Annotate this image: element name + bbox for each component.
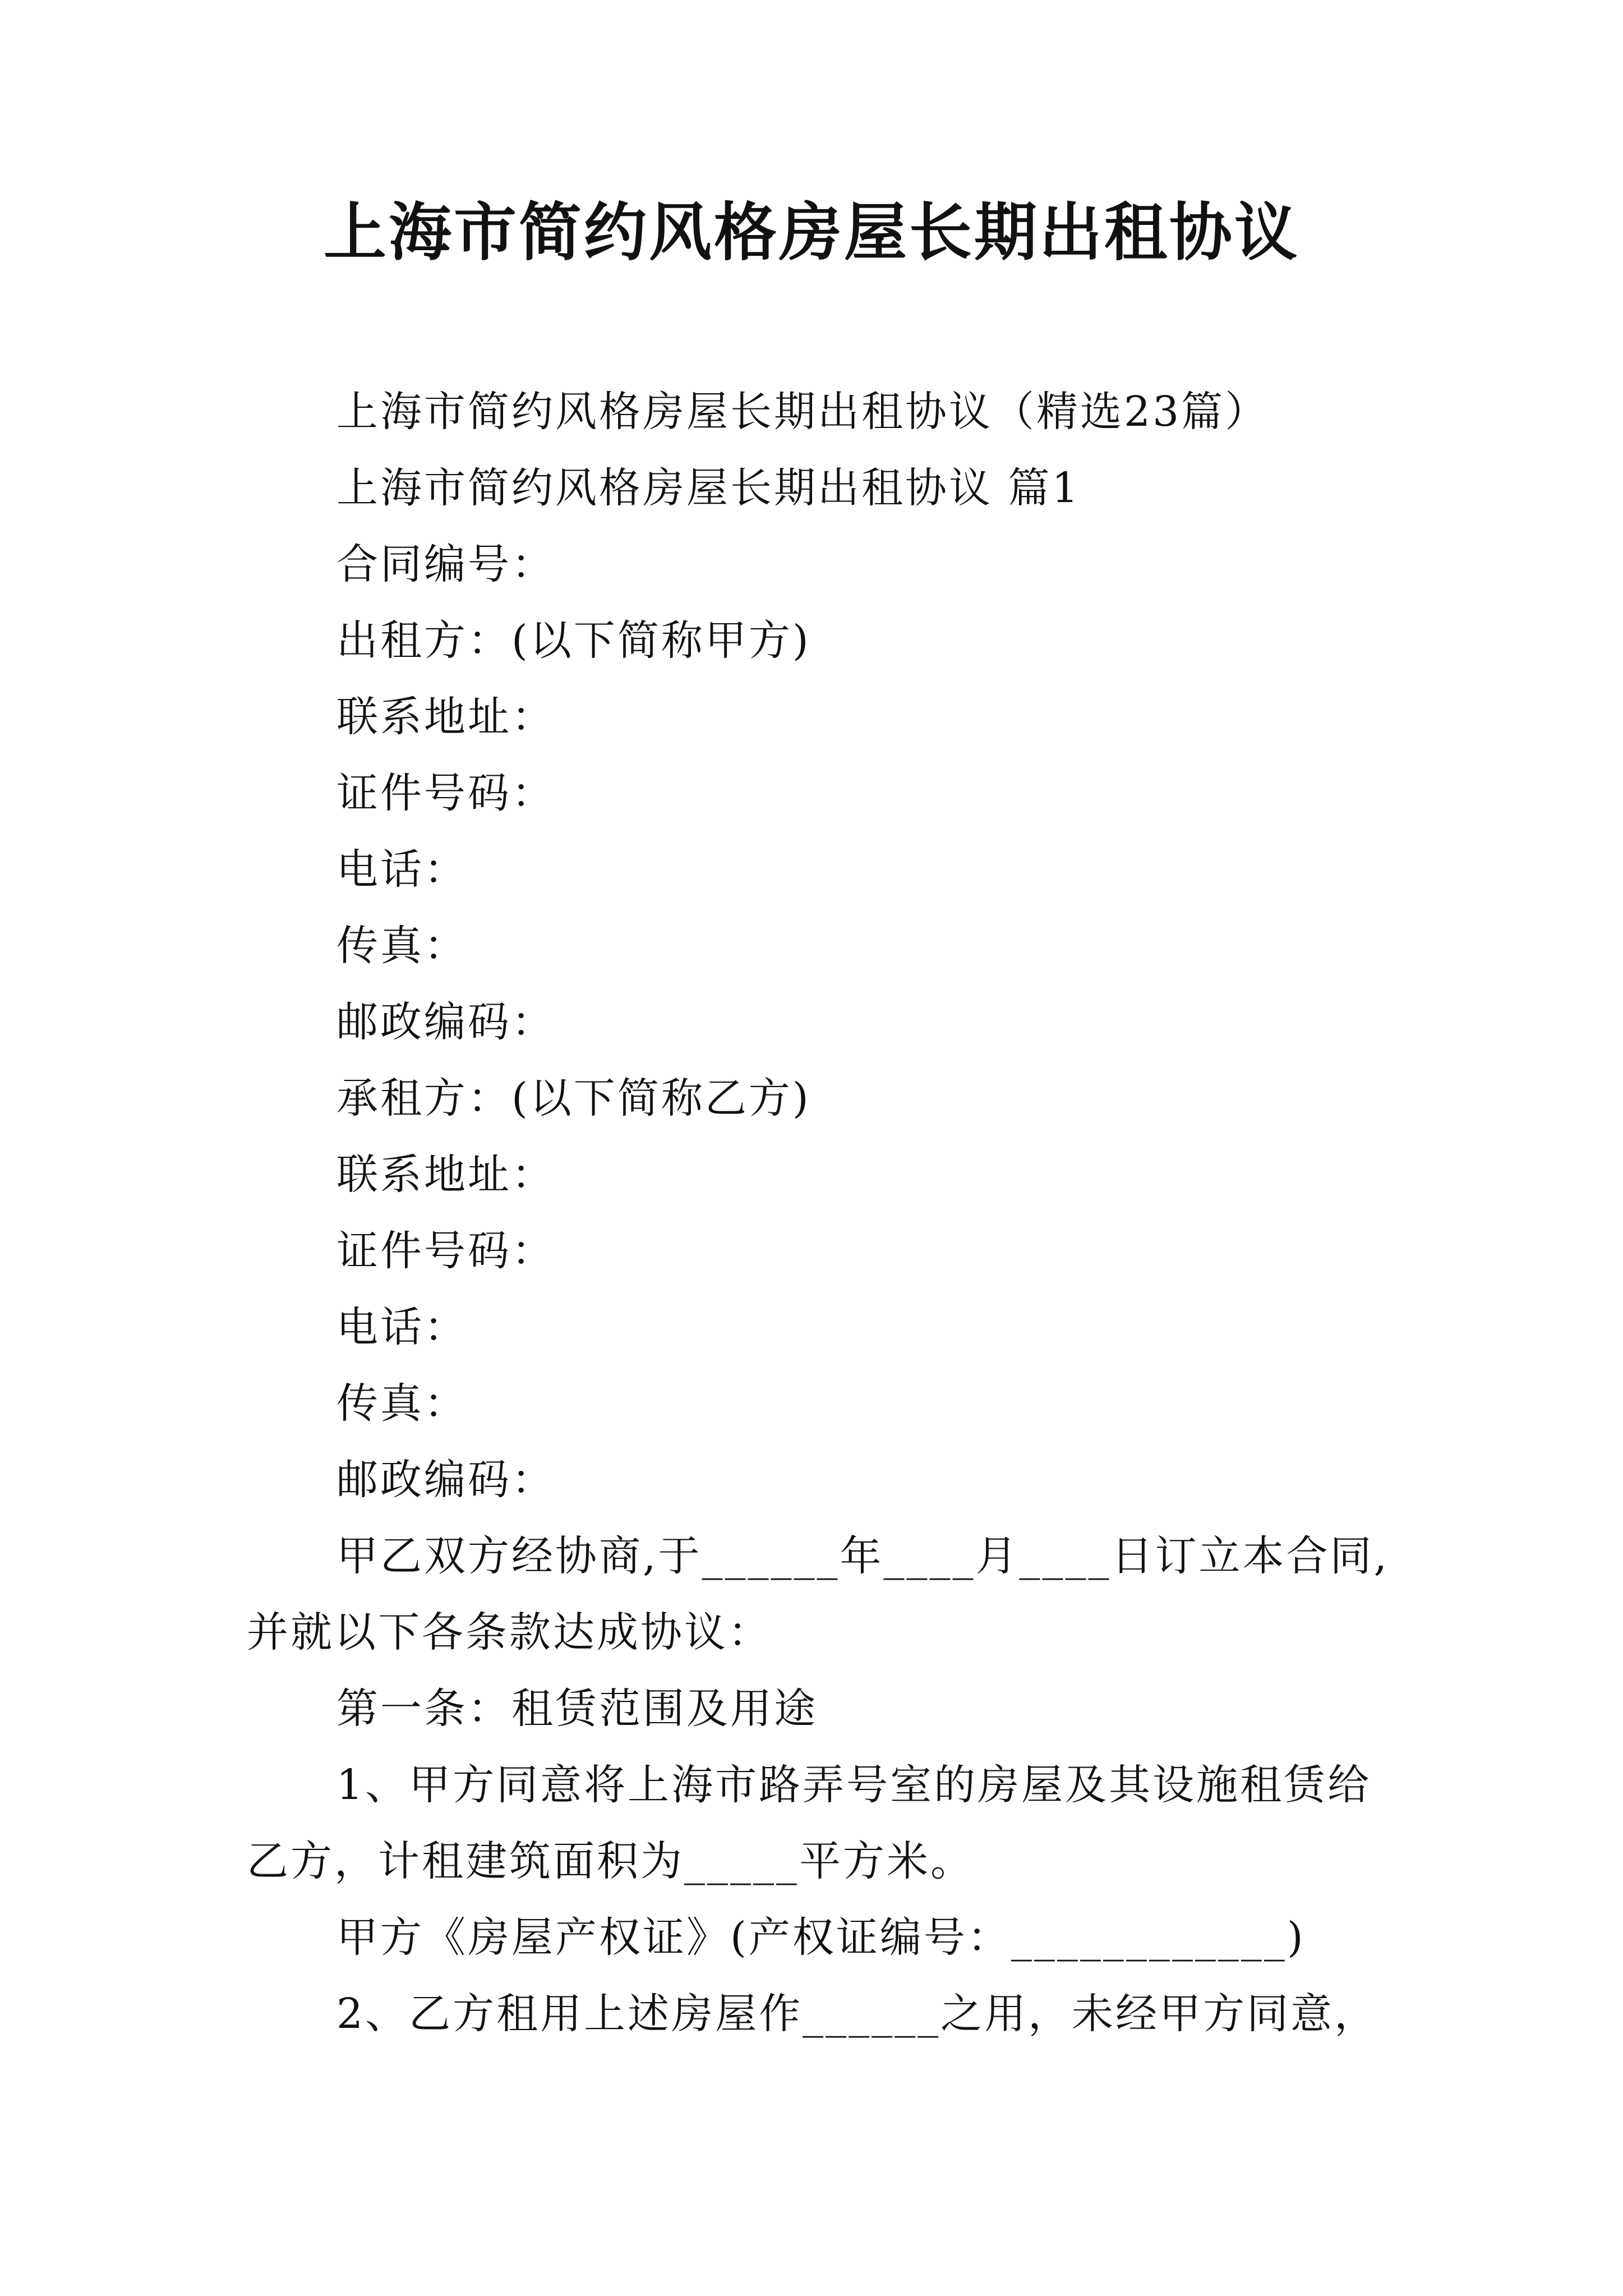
paragraph-line: 合同编号： xyxy=(336,540,555,588)
paragraph-line: 证件号码： xyxy=(336,1227,555,1275)
paragraph-line: 1、甲方同意将上海市路弄号室的房屋及其设施租赁给 xyxy=(336,1761,1372,1809)
paragraph-line: 承租方：(以下简称乙方) xyxy=(336,1074,811,1122)
document-title: 上海市简约风格房屋长期出租协议 xyxy=(324,196,1299,269)
paragraph-line: 电话： xyxy=(336,845,468,894)
paragraph-line: 传真： xyxy=(336,1379,468,1428)
paragraph-line: 2、乙方租用上述房屋作______之用，未经甲方同意， xyxy=(336,1990,1378,2038)
paragraph-line: 邮政编码： xyxy=(336,998,555,1046)
paragraph-line: 联系地址： xyxy=(336,693,555,741)
paragraph-line: 上海市简约风格房屋长期出租协议 篇1 xyxy=(336,464,1081,512)
paragraph-line: 邮政编码： xyxy=(336,1456,555,1504)
paragraph-line: 传真： xyxy=(336,922,468,970)
paragraph-line: 乙方，计租建筑面积为_____平方米。 xyxy=(247,1837,974,1885)
document-body xyxy=(247,374,1390,2052)
paragraph-line: 并就以下各条款达成协议： xyxy=(247,1608,772,1657)
paragraph-line: 证件号码： xyxy=(336,769,555,817)
paragraph-line: 联系地址： xyxy=(336,1151,555,1199)
paragraph-line: 第一条：租赁范围及用途 xyxy=(336,1685,818,1733)
paragraph-line: 甲乙双方经协商,于______年____月____日订立本合同, xyxy=(336,1532,1390,1580)
paragraph-line: 电话： xyxy=(336,1303,468,1351)
paragraph-line: 上海市简约风格房屋长期出租协议（精选23篇） xyxy=(336,388,1269,436)
paragraph-line: 出租方：(以下简称甲方) xyxy=(336,616,811,665)
paragraph-line: 甲方《房屋产权证》(产权证编号：____________) xyxy=(336,1913,1306,1962)
